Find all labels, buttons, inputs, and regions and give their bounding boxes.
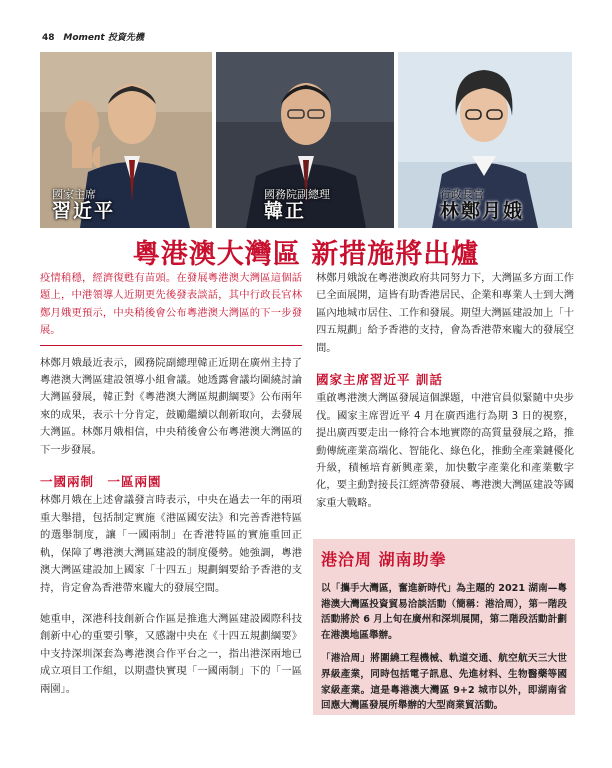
paragraph: 「港洽周」將圍繞工程機械、軌道交通、航空航天三大世界級產業，同時包括電子訊息、先進材料、生物醫藥等國家級產業。這是粵港澳大灣區 9+2 城市以外，即湖南省回應大灣區發展所舉辦的大型商業貿活動。 xyxy=(321,653,567,712)
photo-xi-jinping xyxy=(40,52,212,228)
magazine-name: Moment 投資先機 xyxy=(63,33,144,43)
page-header xyxy=(42,30,144,43)
lede-divider xyxy=(40,345,302,346)
right-column xyxy=(316,270,574,512)
article-lede: 疫情稍穩，經濟復甦有苗頭。在發展粵港澳大灣區這個話題上，中港領導人近期更先後發表談話，其中行政長官林鄭月娥更預示，中央稍後會公布粵港澳大灣區的下一步發展。 xyxy=(40,272,302,337)
left-column xyxy=(40,270,302,698)
paragraph: 林鄭月娥在上述會議發言時表示，中央在過去一年的兩項重大舉措，包括制定實施《港區國安法》和完善香港特區的選舉制度，讓「一國兩制」在香港特區的實施重回正軌，保障了粵港澳大灣區建設的制度優勢。她強調，粵港澳大灣區建設加上國家「十四五」規劃綱要給予香港的支持，肯定會為香港帶來龐大的發展空間。 xyxy=(40,494,302,594)
subheading: 國家主席習近平 訓話 xyxy=(316,372,443,388)
photo-han-zheng xyxy=(216,52,394,228)
sidebar-box-body xyxy=(321,581,567,722)
page-number: 48 xyxy=(42,33,55,43)
caption-role: 國家主席 xyxy=(52,188,96,202)
caption-name: 習近平 xyxy=(52,200,116,223)
sidebar-box-title: 港洽周 湖南助拳 xyxy=(321,550,447,569)
paragraph: 林鄭月娥說在粵港澳政府共同努力下，大灣區多方面工作已全面展開，這皆有助香港居民、企業和專業人士到大灣區內地城市居住、工作和發展。期望大灣區建設加上「十四五規劃」給予香港的支持，會為香港帶來龐大的發展空間。 xyxy=(316,272,574,354)
paragraph: 重啟粵港澳大灣區發展這個課題，中港官員似緊隨中央步伐。國家主席習近平 4 月在廣西進行為期 3 日的視察，提出廣西要走出一條符合本地實際的高質量發展之路，推動傳統產業高端化、智能化、綠色化，推動全產業鏈優化升級，積極培育新興產業，加快數字產業化和產業數字化，要主動對接長江經濟帶發展、粵港澳大灣區建設等國家重大戰略。 xyxy=(316,392,574,509)
photo-strip xyxy=(40,52,572,228)
sidebar-box xyxy=(313,539,575,715)
photo-caption xyxy=(52,189,115,222)
caption-role: 行政長官 xyxy=(440,188,484,202)
caption-name: 韓正 xyxy=(264,200,307,223)
caption-role: 國務院副總理 xyxy=(264,188,330,202)
paragraph: 林鄭月娥最近表示，國務院副總理韓正近期在廣州主持了粵港澳大灣區建設領導小組會議。她透露會議均圍繞討論大灣區發展，韓正對《粵港澳大灣區規劃綱要》公布兩年來的成果，表示十分肯定，鼓勵繼續以創新取向，去發展大灣區。林鄭月娥相信，中央稍後會公布粵港澳大灣區的下一步發展。 xyxy=(40,356,302,456)
photo-caption xyxy=(440,189,524,222)
photo-carrie-lam xyxy=(398,52,572,228)
photo-caption xyxy=(264,189,330,222)
paragraph: 以「攜手大灣區，奮進新時代」為主題的 2021 湖南—粵港澳大灣區投資貿易洽談活動（簡稱：港洽周），第一階段活動將於 6 月上旬在廣州和深圳展開，第二階段活動計劃在港澳地區舉辦。 xyxy=(321,583,567,641)
caption-name: 林鄭月娥 xyxy=(440,200,525,223)
paragraph: 她重申，深港科技創新合作區是推進大灣區建設國際科技創新中心的重要引擎，又感謝中央在《十四五規劃綱要》中支持深圳深套為粵港澳合作平台之一，指出港深兩地已成立項目工作組，以期盡快實現「一國兩制」下的「一區兩園」。 xyxy=(40,612,302,695)
article-title: 粵港澳大灣區 新措施將出爐 xyxy=(132,239,480,270)
subheading: 一國兩制 一區兩園 xyxy=(40,474,162,490)
